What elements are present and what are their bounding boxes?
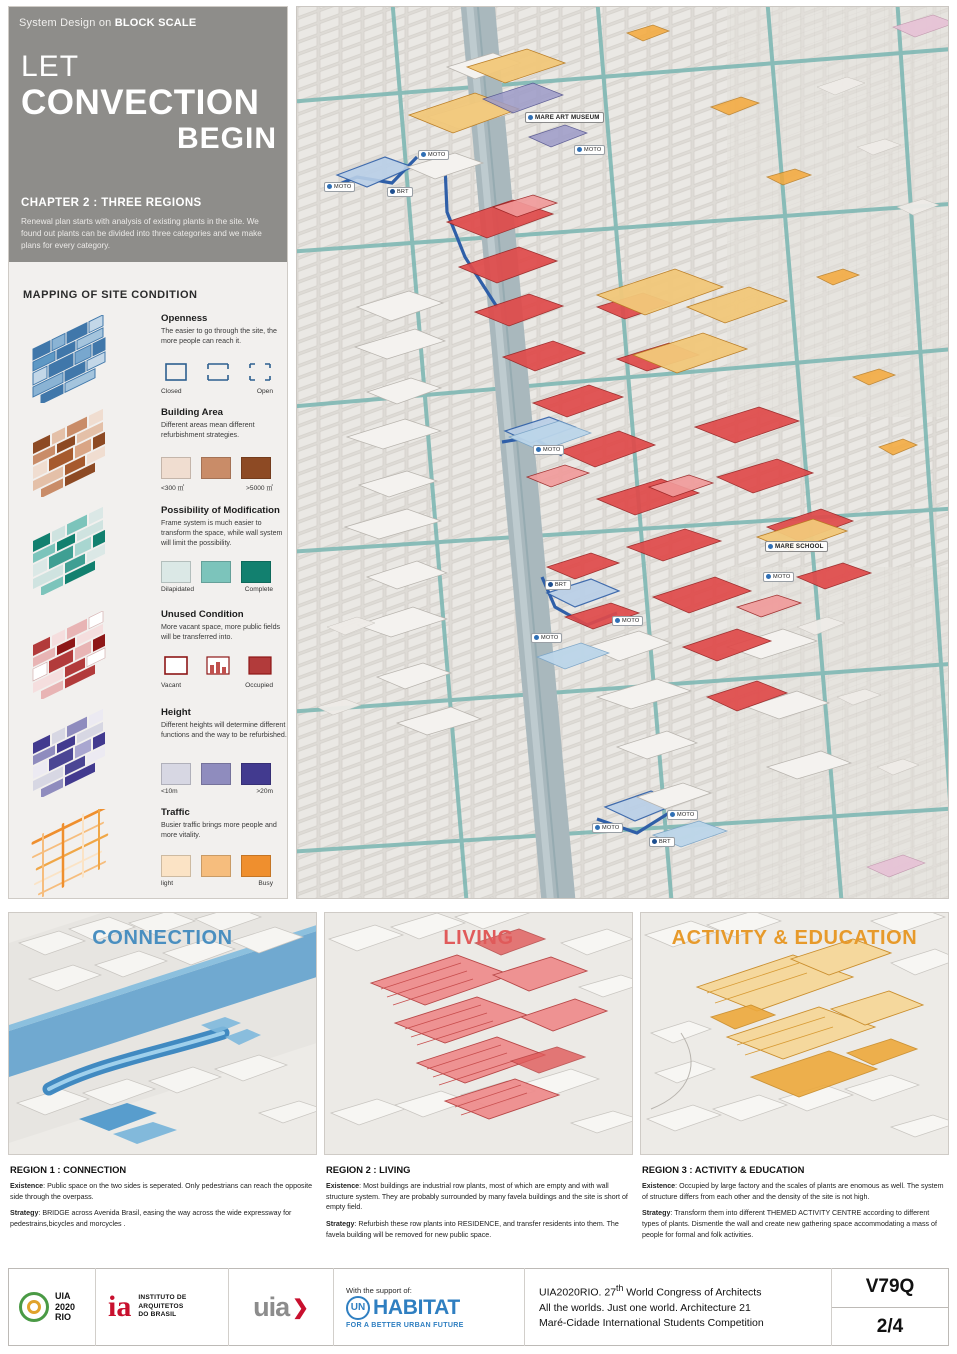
height-info bbox=[161, 707, 287, 740]
un-habitat-logo bbox=[334, 1286, 524, 1329]
competition-ordinal: th bbox=[616, 1283, 624, 1294]
chapter-title: CHAPTER 2 : THREE REGIONS bbox=[21, 197, 202, 209]
region-panel-connection bbox=[8, 912, 317, 1244]
building-area-scale bbox=[161, 453, 289, 497]
legend-row-building-area bbox=[21, 407, 279, 499]
swatch-low bbox=[161, 763, 191, 785]
moto-marker-icon bbox=[615, 618, 620, 623]
legend-desc: Busier traffic brings more people and more vitality. bbox=[161, 821, 277, 840]
region-2-image[interactable] bbox=[324, 912, 633, 1155]
un-habitat-word: HABITAT bbox=[373, 1295, 460, 1319]
moto-marker-icon bbox=[536, 447, 541, 452]
tag-label: MOTO bbox=[773, 574, 791, 580]
poi-label: MARE SCHOOL bbox=[775, 543, 824, 550]
building-area-thumbnail bbox=[27, 409, 149, 497]
openness-scale bbox=[161, 359, 289, 403]
map-tag-moto-9[interactable] bbox=[592, 823, 623, 833]
strategy-label: Strategy bbox=[10, 1209, 39, 1218]
headline-line-2: CONVECTION bbox=[21, 82, 260, 122]
scale-label-min: Dilapidated bbox=[161, 586, 194, 593]
moto-marker-icon bbox=[327, 184, 332, 189]
map-tag-moto-6[interactable] bbox=[612, 616, 643, 626]
moto-marker-icon bbox=[421, 152, 426, 157]
poi-marker-icon bbox=[528, 115, 533, 120]
unused-scale bbox=[161, 653, 289, 697]
closed-icon bbox=[161, 360, 191, 384]
uia-logo-text bbox=[55, 1291, 75, 1322]
chapter-block bbox=[21, 197, 275, 252]
map-tag-brt-3[interactable] bbox=[649, 837, 675, 847]
region-1-existence bbox=[10, 1181, 315, 1202]
uia-logo-line-3: RIO bbox=[55, 1312, 72, 1323]
height-swatches bbox=[161, 759, 289, 785]
height-thumbnail bbox=[27, 709, 149, 797]
occupied-icon bbox=[245, 654, 275, 678]
traffic-info bbox=[161, 807, 287, 840]
partial-open-icon bbox=[203, 360, 233, 384]
map-poi-mare-school[interactable] bbox=[765, 541, 828, 552]
moto-marker-icon bbox=[534, 635, 539, 640]
moto-marker-icon bbox=[577, 147, 582, 152]
site-axonometric-map[interactable] bbox=[296, 6, 949, 899]
legend-name: Possibility of Modification bbox=[161, 505, 280, 516]
chevron-right-icon: ❯ bbox=[292, 1296, 309, 1319]
legend-desc: Different areas mean different refurbishment strategies. bbox=[161, 421, 255, 440]
legend-name: Unused Condition bbox=[161, 609, 244, 620]
legend-desc: Different heights will determine different functions and the way to be refurbished. bbox=[161, 721, 287, 740]
region-2-label: LIVING bbox=[443, 927, 514, 949]
scale-label-max: Busy bbox=[258, 880, 273, 887]
strategy-text: : BRIDGE across Avenida Brasil, easing the way across the wide expressway for pedestrains,bicycles and morcycles . bbox=[10, 1209, 292, 1228]
map-tag-brt-2[interactable] bbox=[545, 580, 571, 590]
region-2-text bbox=[324, 1155, 633, 1240]
iab-line-2: ARQUITETOS bbox=[138, 1302, 184, 1310]
swatch-mid bbox=[201, 457, 231, 479]
legend-row-openness bbox=[21, 313, 279, 405]
swatch-high bbox=[241, 763, 271, 785]
region-1-text bbox=[8, 1155, 317, 1230]
swatch-high bbox=[241, 855, 271, 877]
legend-row-height bbox=[21, 707, 287, 799]
legend-desc: Frame system is much easier to transform the space, while wall system will limit the possibility. bbox=[161, 519, 283, 548]
traffic-thumbnail bbox=[27, 809, 149, 897]
legend-name: Building Area bbox=[161, 407, 224, 418]
poi-marker-icon bbox=[768, 544, 773, 549]
vacant-icon bbox=[161, 654, 191, 678]
strategy-label: Strategy bbox=[326, 1219, 355, 1228]
traffic-swatches bbox=[161, 851, 289, 877]
openness-thumbnail bbox=[27, 315, 149, 403]
existence-label: Existence bbox=[642, 1182, 676, 1190]
uia-wordmark-text: uia bbox=[253, 1291, 290, 1322]
map-tag-moto-1[interactable] bbox=[418, 150, 449, 160]
region-panel-activity-education bbox=[640, 912, 949, 1244]
existence-text: : Public space on the two sides is seperated. Only pedestrians can reach the opposite side through the overpass. bbox=[10, 1182, 313, 1201]
swatch-high bbox=[241, 561, 271, 583]
tag-label: MOTO bbox=[622, 618, 640, 624]
tag-label: MOTO bbox=[602, 825, 620, 831]
un-habitat-main bbox=[346, 1296, 524, 1320]
region-3-text bbox=[640, 1155, 949, 1240]
scale-label-max: >5000 ㎡ bbox=[246, 485, 273, 492]
existence-label: Existence bbox=[326, 1182, 360, 1190]
competition-line-1-end: World Congress of Architects bbox=[623, 1286, 762, 1299]
iab-mark-icon: ia bbox=[108, 1290, 132, 1323]
existence-text: : Most buildings are industrial row plants, most of which are empty and with wall structure system. They are probably surrounded by many favela buildings and the site is short of empty field. bbox=[326, 1182, 628, 1212]
uia-2020-rio-logo bbox=[9, 1291, 95, 1322]
tag-label: MOTO bbox=[541, 635, 559, 641]
competition-line-1-text: UIA2020RIO. 27 bbox=[539, 1286, 617, 1299]
moto-marker-icon bbox=[670, 812, 675, 817]
building-area-labels bbox=[161, 482, 273, 492]
swatch-high bbox=[241, 457, 271, 479]
legend-name: Openness bbox=[161, 313, 208, 324]
legend-row-unused bbox=[21, 609, 279, 701]
tag-label: MOTO bbox=[584, 147, 602, 153]
brt-marker-icon bbox=[652, 839, 657, 844]
brt-marker-icon bbox=[548, 582, 553, 587]
scale-label-max: Open bbox=[256, 388, 273, 395]
tag-label: MOTO bbox=[677, 812, 695, 818]
page-number: 2/4 bbox=[876, 1315, 904, 1337]
map-poi-mare-art-museum[interactable] bbox=[525, 112, 604, 123]
swatch-low bbox=[161, 855, 191, 877]
headline-line-1: LET bbox=[21, 50, 80, 83]
chapter-body: Renewal plan starts with analysis of existing plants in the site. We found out plants can be divided into three categories and we make plans for every category. bbox=[21, 217, 262, 250]
traffic-scale bbox=[161, 851, 289, 895]
uia-logo-line-2: 2020 bbox=[55, 1301, 76, 1312]
map-tag-brt-1[interactable] bbox=[387, 187, 413, 197]
iab-logo bbox=[96, 1292, 228, 1322]
region-3-image[interactable] bbox=[640, 912, 949, 1155]
map-tag-moto-8[interactable] bbox=[667, 810, 698, 820]
uia-wordmark bbox=[229, 1292, 333, 1323]
strategy-label: Strategy bbox=[642, 1209, 671, 1218]
scale-label-min: light bbox=[161, 880, 174, 887]
modification-labels bbox=[161, 586, 273, 593]
competition-line-2: All the worlds. Just one world. Architecture 21 bbox=[539, 1302, 751, 1315]
modification-swatches bbox=[161, 557, 289, 583]
unused-labels bbox=[161, 682, 273, 689]
left-column bbox=[8, 6, 288, 899]
map-tag-moto-2[interactable] bbox=[574, 145, 605, 155]
uia-ring-icon bbox=[19, 1292, 49, 1322]
swatch-low bbox=[161, 561, 191, 583]
height-labels bbox=[161, 788, 273, 795]
map-drawing bbox=[297, 7, 949, 899]
unused-info bbox=[161, 609, 287, 642]
tagline-bold: BLOCK SCALE bbox=[114, 17, 197, 29]
scale-label-min: Vacant bbox=[161, 682, 182, 689]
tagline-prefix: System Design on bbox=[19, 17, 115, 29]
headline-line-3: BEGIN bbox=[176, 122, 277, 156]
moto-marker-icon bbox=[595, 825, 600, 830]
competition-line-3: Maré-Cidade International Students Competition bbox=[539, 1317, 764, 1330]
entry-code-block bbox=[832, 1268, 948, 1346]
partly-occupied-icon bbox=[203, 654, 233, 678]
competition-info bbox=[525, 1282, 831, 1331]
competition-line-1 bbox=[539, 1282, 831, 1301]
building-area-swatches bbox=[161, 453, 289, 479]
brt-marker-icon bbox=[390, 189, 395, 194]
openness-labels bbox=[161, 388, 273, 395]
scale-label-min: <10m bbox=[161, 788, 178, 795]
strategy-text: : Transform them into different THEMED ACTIVITY CENTRE according to different types of plants. Dismentle the wall and create new gathering space accommodating a mass of people for formal and folk activities. bbox=[642, 1209, 937, 1239]
modification-scale bbox=[161, 557, 289, 601]
modification-info bbox=[161, 505, 287, 548]
existence-label: Existence bbox=[10, 1182, 44, 1190]
tag-label: BRT bbox=[659, 839, 671, 845]
region-3-existence bbox=[642, 1181, 947, 1202]
uia-ring-inner-icon bbox=[27, 1300, 41, 1314]
region-1-label: CONNECTION bbox=[92, 927, 233, 949]
region-panel-living bbox=[324, 912, 633, 1244]
poster-footer bbox=[8, 1268, 949, 1346]
moto-marker-icon bbox=[766, 574, 771, 579]
region-1-strategy bbox=[10, 1208, 315, 1229]
iab-logo-text bbox=[138, 1294, 186, 1320]
tag-label: MOTO bbox=[334, 184, 352, 190]
swatch-low bbox=[161, 457, 191, 479]
support-text: With the support of: bbox=[346, 1285, 412, 1295]
swatch-mid bbox=[201, 561, 231, 583]
scale-label-min: <300 ㎡ bbox=[161, 485, 185, 492]
map-tag-moto-3[interactable] bbox=[324, 182, 355, 192]
tag-label: BRT bbox=[555, 582, 567, 588]
legend-desc: More vacant space, more public fields will be transferred into. bbox=[161, 623, 281, 642]
region-3-strategy bbox=[642, 1208, 947, 1240]
building-area-info bbox=[161, 407, 287, 440]
legend-name: Traffic bbox=[161, 807, 190, 818]
region-2-title: REGION 2 : LIVING bbox=[326, 1164, 411, 1175]
legend-row-traffic bbox=[21, 807, 279, 899]
poster-headline bbox=[21, 51, 277, 155]
unused-thumbnail bbox=[27, 611, 149, 699]
tag-label: BRT bbox=[397, 189, 409, 195]
iab-line-1: INSTITUTO DE bbox=[138, 1294, 187, 1302]
uia-logo-line-1: UIA bbox=[55, 1291, 71, 1302]
strategy-text: : Refurbish these row plants into RESIDENCE, and transfer residents into them. The favela building will be removed for new public space. bbox=[326, 1219, 619, 1239]
region-2-strategy bbox=[326, 1219, 631, 1240]
tag-label: MOTO bbox=[543, 447, 561, 453]
iab-line-3: DO BRASIL bbox=[138, 1311, 177, 1319]
legend-name: Height bbox=[161, 707, 191, 718]
swatch-mid bbox=[201, 763, 231, 785]
unused-icons bbox=[161, 653, 289, 679]
region-1-title: REGION 1 : CONNECTION bbox=[10, 1164, 127, 1175]
scale-label-max: Occupied bbox=[245, 682, 273, 689]
un-badge-icon: UN bbox=[346, 1296, 370, 1320]
entry-code: V79Q bbox=[832, 1268, 948, 1308]
region-2-existence bbox=[326, 1181, 631, 1213]
map-tag-moto-7[interactable] bbox=[531, 633, 562, 643]
openness-icons bbox=[161, 359, 289, 385]
modification-thumbnail bbox=[27, 507, 149, 595]
region-3-label: ACTIVITY & EDUCATION bbox=[671, 927, 918, 949]
openness-info bbox=[161, 313, 287, 346]
legend-desc: The easier to go through the site, the more people can reach it. bbox=[161, 327, 277, 346]
region-3-title: REGION 3 : ACTIVITY & EDUCATION bbox=[642, 1164, 805, 1175]
un-habitat-tagline: FOR A BETTER URBAN FUTURE bbox=[346, 1320, 464, 1329]
traffic-labels bbox=[161, 880, 273, 887]
scale-label-max: >20m bbox=[256, 788, 273, 795]
tagline bbox=[19, 17, 196, 29]
existence-text: : Occupied by large factory and the scales of plants are enomous as well. The system of structure differs from each other and the density of the site is not high. bbox=[642, 1182, 944, 1201]
swatch-mid bbox=[201, 855, 231, 877]
mapping-section-title: MAPPING OF SITE CONDITION bbox=[23, 289, 198, 301]
poi-label: MARE ART MUSEUM bbox=[535, 114, 600, 121]
tag-label: MOTO bbox=[428, 152, 446, 158]
map-tag-moto-5[interactable] bbox=[763, 572, 794, 582]
legend-row-modification bbox=[21, 505, 283, 597]
scale-label-max: Complete bbox=[244, 586, 273, 593]
region-1-image[interactable] bbox=[8, 912, 317, 1155]
title-block bbox=[9, 7, 287, 262]
height-scale bbox=[161, 759, 289, 803]
scale-label-min: Closed bbox=[161, 388, 182, 395]
open-icon bbox=[245, 360, 275, 384]
map-tag-moto-4[interactable] bbox=[533, 445, 564, 455]
